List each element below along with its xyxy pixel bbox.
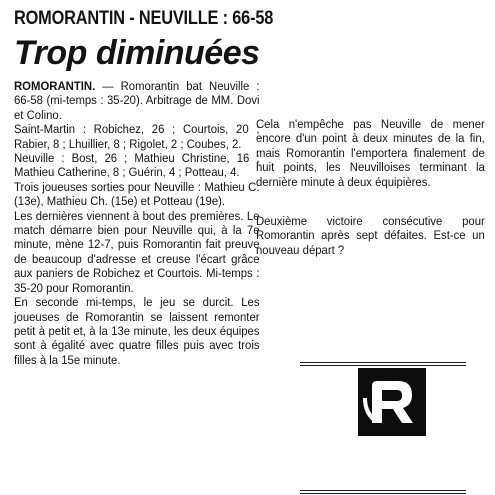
article-headline: Trop diminuées (14, 34, 260, 72)
paragraph-deuxieme: Deuxième victoire consécutive pour Romorantin après sept défaites. Est-ce un nouveau départ ? (256, 214, 485, 257)
paragraph-dernieres: Les dernières viennent à bout des premières. Le match démarre bien pour Neuville qui, à la 7e minute, mène 12-7, puis Romorantin fait preuve de beaucoup d'adresse et creuse l'écart grâce aux paniers de Robichez et Courtois. Mi-temps : 35-20 pour Romorantin. (14, 208, 260, 295)
paragraph-sorties: Trois joueuses sorties pour Neuville : Mathieu C. (13e), Mathieu Ch. (15e) et Potteau (19e). (14, 179, 260, 209)
club-logo-r-icon-graphic (358, 368, 426, 436)
article-column-right (256, 93, 485, 257)
paragraph-seconde: En seconde mi-temps, le jeu se durcit. Les joueuses de Romorantin se laissent remonter petit à petit et, à la 13e minute, les deux équipes sont à égalité avec quatre filles puis avec trois filles à la 15e minute. (14, 295, 260, 367)
dateline: ROMORANTIN. (14, 79, 96, 93)
article-column-left (14, 79, 260, 367)
paragraph-intro (14, 79, 260, 122)
club-logo-r-icon (358, 368, 426, 436)
article-kicker: ROMORANTIN - NEUVILLE : 66-58 (14, 8, 274, 29)
paragraph-neuville: Neuville : Bost, 26 ; Mathieu Christine, 16 ; Mathieu Catherine, 8 ; Guérin, 4 ; Potteau, 4. (14, 151, 260, 180)
intro-text: — Romorantin bat Neuville : 66-58 (mi-temps : 35-20). Arbitrage de MM. Dovi et Colino. (14, 79, 260, 122)
paragraph-saint-martin: Saint-Martin : Robichez, 26 ; Courtois, 20 ; Rabier, 8 ; Lhuillier, 8 ; Rigolet, 2 ; Coubes, 2. (14, 122, 260, 151)
paragraph-cela: Cela n'empêche pas Neuville de mener encore d'un point à deux minutes de la fin, mais Romorantin l'emportera finalement de huit points, les Neuvilloises terminant la dernière minute à deux équipières. (256, 117, 485, 189)
